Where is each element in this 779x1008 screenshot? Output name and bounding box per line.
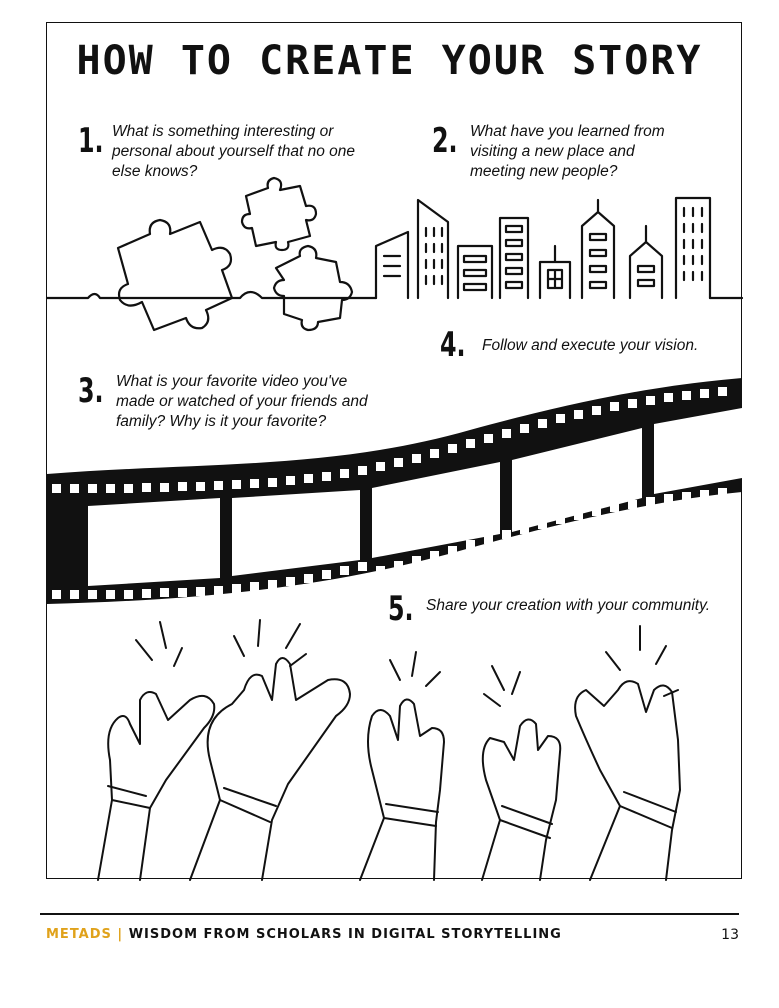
step-4-number: 4. <box>440 325 466 365</box>
step-5-text: Share your creation with your community. <box>426 597 710 614</box>
step-4-text: Follow and execute your vision. <box>482 337 699 354</box>
horizon-line <box>47 292 376 298</box>
footer-brand: METADS <box>46 927 112 942</box>
step-5-number: 5. <box>388 589 414 629</box>
step-3-number: 3. <box>78 371 104 411</box>
step-1-text: What is something interesting or personal about yourself that no one else knows? <box>112 123 356 180</box>
page-number: 13 <box>721 927 739 943</box>
step-1-number: 1. <box>78 121 104 161</box>
city-skyline-icon <box>376 198 710 298</box>
footer-separator: | <box>111 927 129 942</box>
clapping-hands-icon <box>98 620 680 880</box>
puzzle-pieces-icon <box>118 178 352 330</box>
footer-rule <box>40 913 739 915</box>
step-3-text: What is your favorite video you've made or watched of your friends and family? Why is it your favorite? <box>116 373 368 430</box>
step-2-text: What have you learned from visiting a new place and meeting new people? <box>470 123 665 180</box>
footer-subtitle: WISDOM FROM SCHOLARS IN DIGITAL STORYTELLING <box>128 927 562 942</box>
footer-label <box>46 927 562 942</box>
page-title: HOW TO CREATE YOUR STORY <box>76 38 703 84</box>
step-2-number: 2. <box>432 121 458 161</box>
